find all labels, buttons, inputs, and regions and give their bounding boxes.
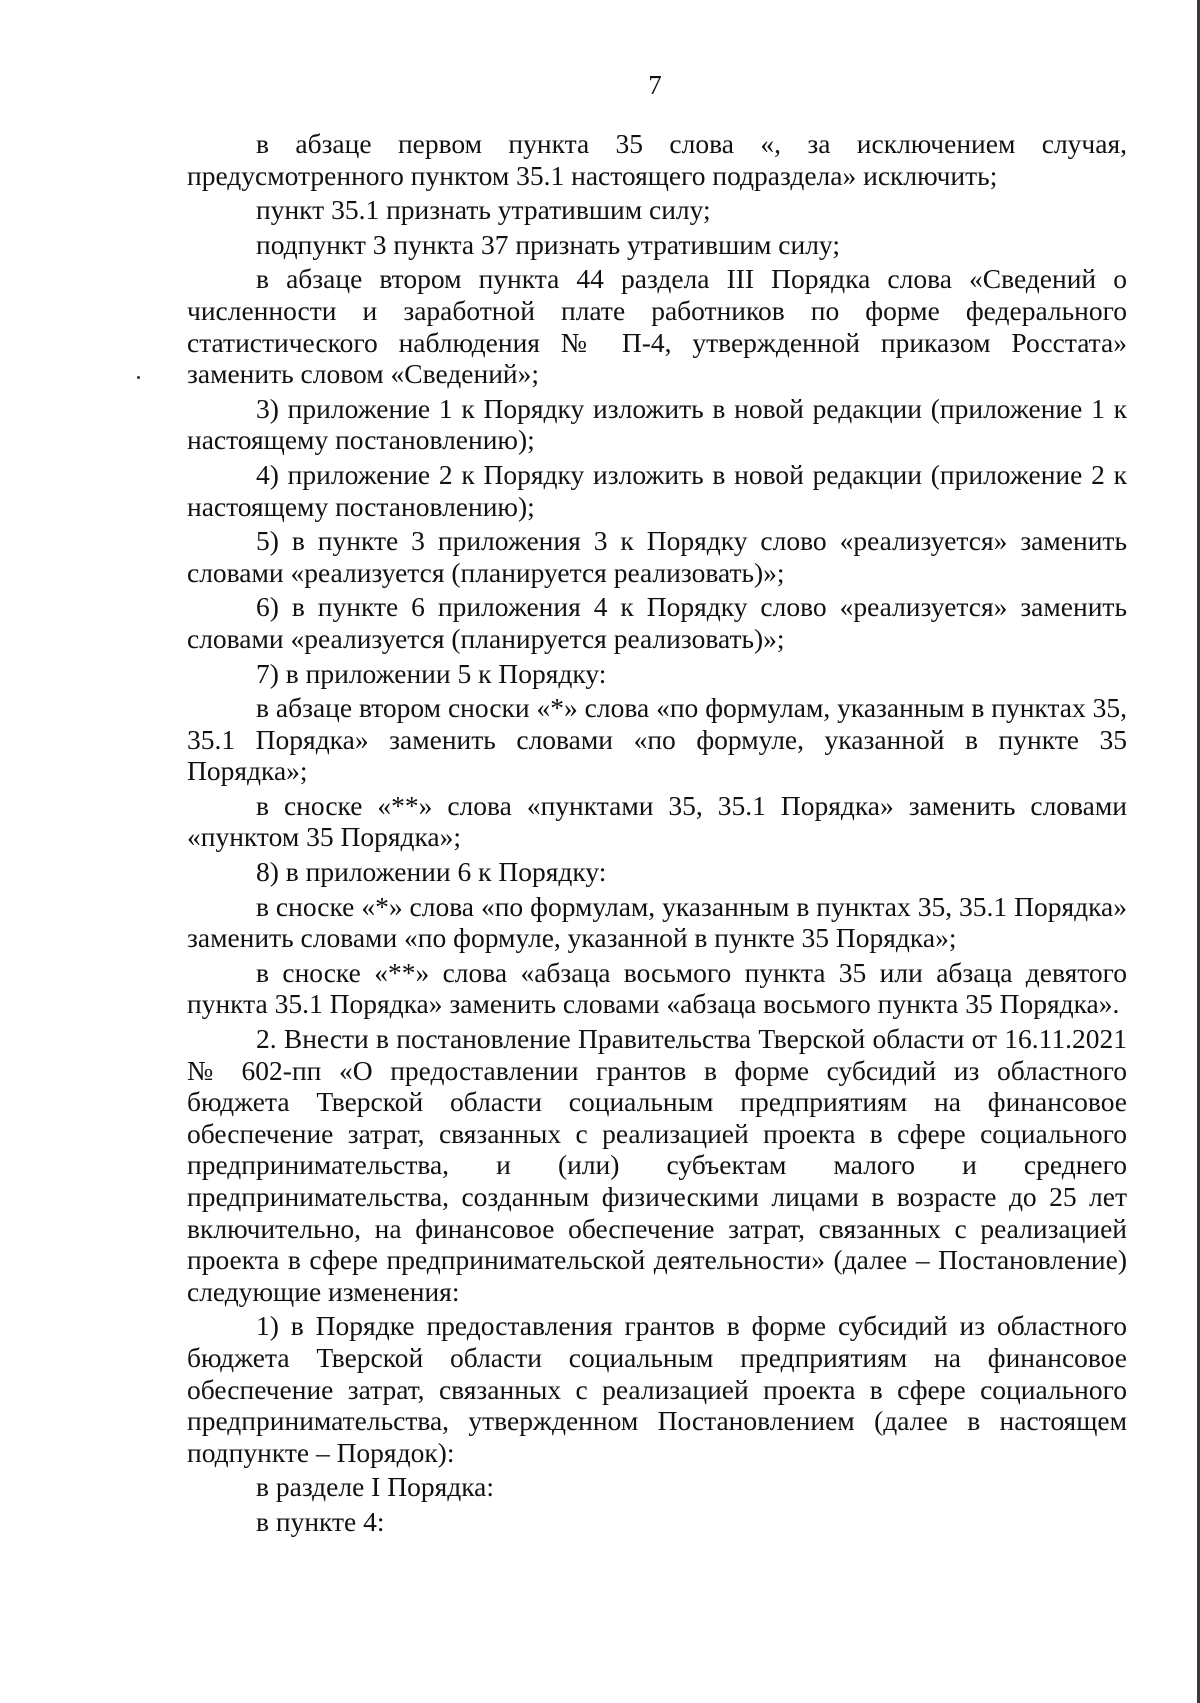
paragraph-15: 2. Внести в постановление Правительства Тверской области от 16.11.2021 № 602-пп «О предоставлении грантов в форме субсидий из областного бюджета Тверской области социальным предприятиям на финансовое обеспечение затрат, связанных с реализацией проекта в сфере социального предпринимательства, и (или) субъектам малого и среднего предпринимательства, созданным физическими лицами в возрасте до 25 лет включительно, на финансовое обеспечение затрат, связанных с реализацией проекта в сфере предпринимательской деятельности» (далее – Постановление) следующие изменения:	[187, 1023, 1127, 1307]
paragraph-14: в сноске «**» слова «абзаца восьмого пункта 35 или абзаца девятого пункта 35.1 Порядка» заменить словами «абзаца восьмого пункта 35 Порядка».	[187, 956, 1127, 1020]
paragraph-4: в абзаце втором пункта 44 раздела III Порядка слова «Сведений о численности и заработной плате работников по форме федерального статистического наблюдения № П-4, утвержденной приказом Росстата» заменить словом «Сведений»;	[187, 263, 1127, 390]
paragraph-11: в сноске «**» слова «пунктами 35, 35.1 Порядка» заменить словами «пунктом 35 Порядка»;	[187, 789, 1127, 853]
paragraph-6: 4) приложение 2 к Порядку изложить в новой редакции (приложение 2 к настоящему постановлению);	[187, 458, 1127, 522]
page-number: 7	[648, 70, 662, 100]
paragraph-1: в абзаце первом пункта 35 слова «, за исключением случая, предусмотренного пунктом 35.1 настоящего подраздела» исключить;	[187, 128, 1127, 191]
paragraph-16: 1) в Порядке предоставления грантов в форме субсидий из областного бюджета Тверской области социальным предприятиям на финансовое обеспечение затрат, связанных с реализацией проекта в сфере социального предпринимательства, утвержденном Постановлением (далее в настоящем подпункте – Порядок):	[187, 1310, 1127, 1468]
paragraph-13: в сноске «*» слова «по формулам, указанным в пунктах 35, 35.1 Порядка» заменить словами «по формуле, указанной в пункте 35 Порядка»;	[187, 890, 1127, 954]
paragraph-10: в абзаце втором сноски «*» слова «по формулам, указанным в пунктах 35, 35.1 Порядка» заменить словами «по формуле, указанной в пункте 35 Порядка»;	[187, 692, 1127, 787]
paragraph-17: в разделе I Порядка:	[256, 1471, 495, 1503]
paragraph-7: 5) в пункте 3 приложения 3 к Порядку слово «реализуется» заменить словами «реализуется (планируется реализовать)»;	[187, 525, 1127, 588]
scan-speck	[137, 376, 140, 379]
document-body	[187, 128, 1127, 1538]
paragraph-8: 6) в пункте 6 приложения 4 к Порядку слово «реализуется» заменить словами «реализуется (планируется реализовать)»;	[187, 591, 1127, 654]
paragraph-2: пункт 35.1 признать утратившим силу;	[256, 194, 711, 226]
paragraph-9: 7) в приложении 5 к Порядку:	[256, 657, 607, 689]
paragraph-18: в пункте 4:	[256, 1505, 385, 1537]
paragraph-12: 8) в приложении 6 к Порядку:	[256, 856, 607, 888]
paragraph-5: 3) приложение 1 к Порядку изложить в новой редакции (приложение 1 к настоящему постановлению);	[187, 392, 1127, 456]
paragraph-3: подпункт 3 пункта 37 признать утратившим силу;	[256, 228, 840, 260]
